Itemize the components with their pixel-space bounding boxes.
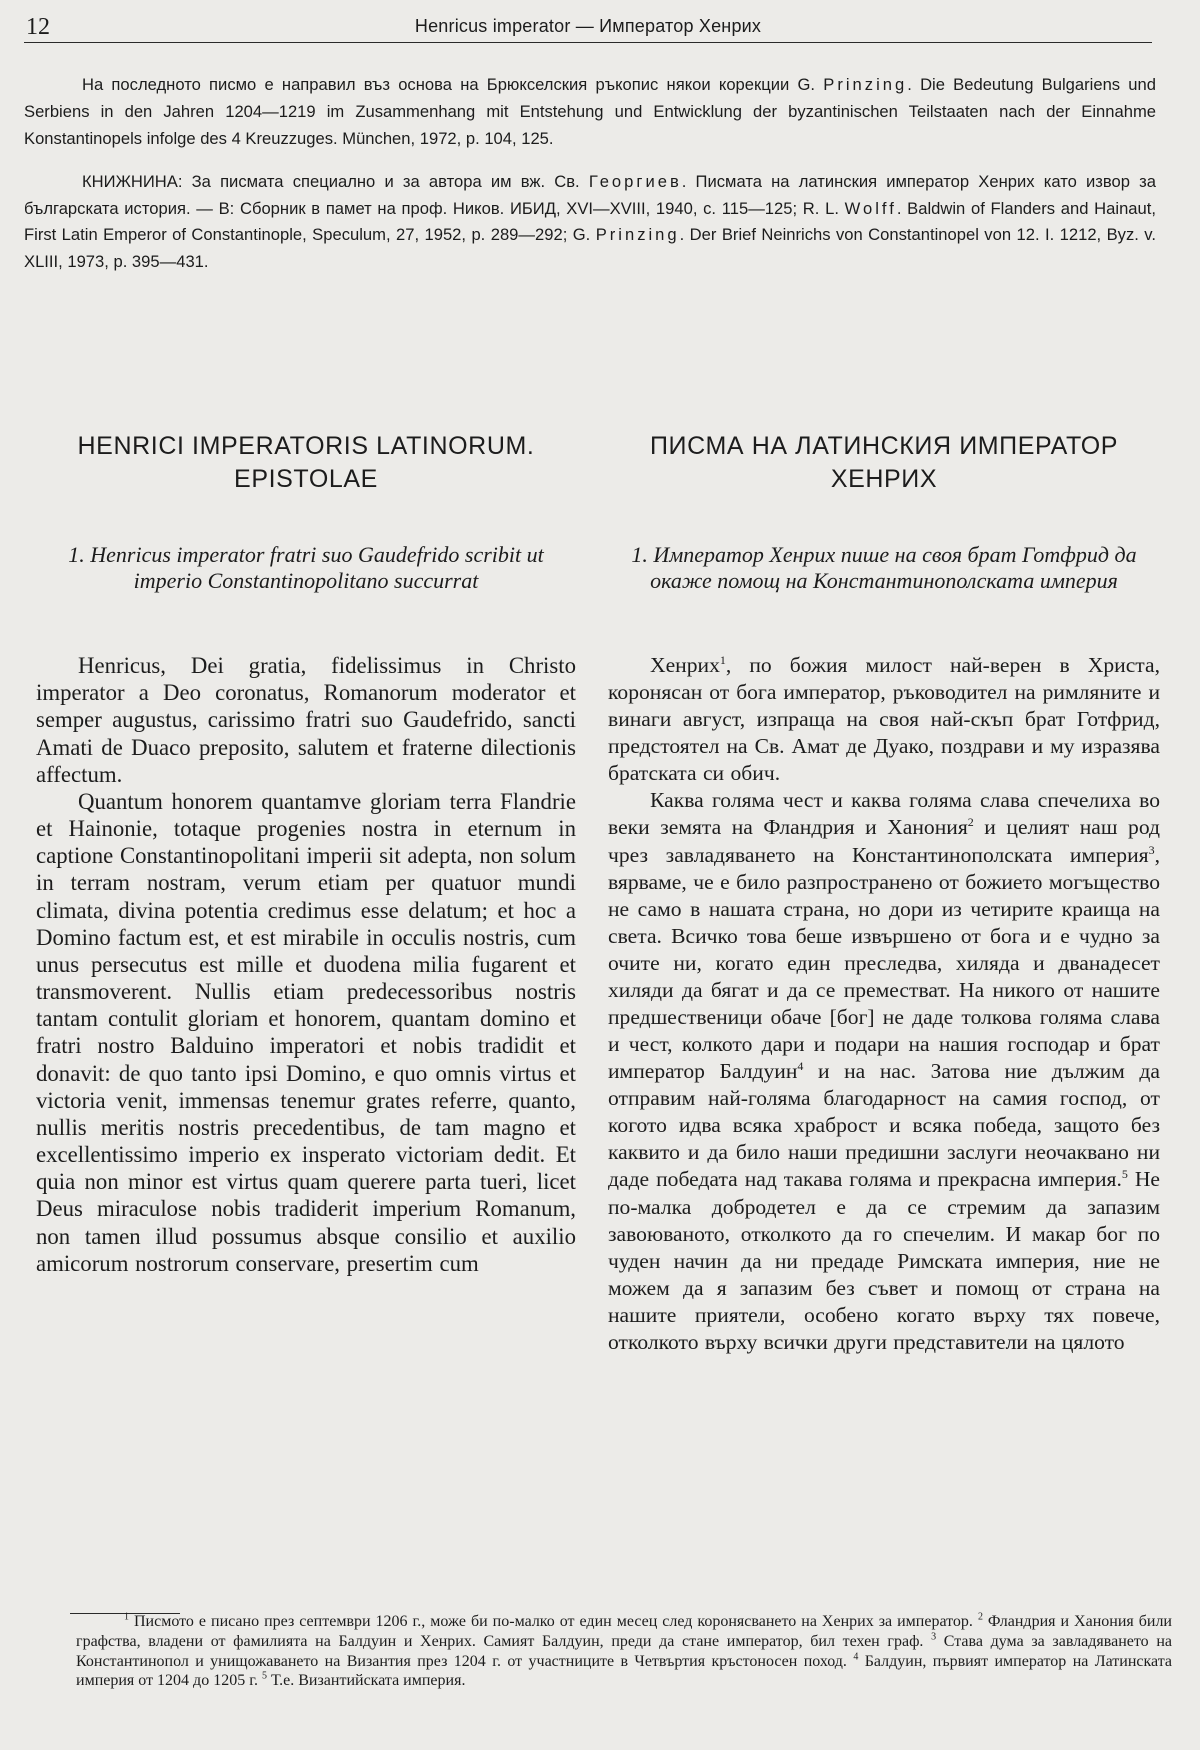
bulgarian-column [608, 430, 1160, 1356]
edition-note: На последното писмо е направил въз основа на Брюкселския ръкопис някои корекции G. Prinzing. Die Bedeutung Bulgariens und Serbiens in den Jahren 1204—1219 im Zusammenhang mit Entstehung und Entwicklung der byzantinischen Teilstaaten nach der Einnahme Konstantinopels infolge des 4 Kreuzzuges. München, 1972, p. 104, 125. [24, 75, 1156, 148]
paragraph: Хенрих$^1$, по божия милост най-верен в Христа, коронясан от бога император, ръководител на римляните и винаги август, изпраща на своя най-скъп брат Готфрид, предстоятел на Св. Амат де Дуако, поздрави и му изразява братската си обич. [608, 652, 1160, 786]
latin-letter-heading: 1. Henricus imperator fratri suo Gaudefrido scribit ut imperio Constantinopolitano succurrat [68, 542, 544, 594]
footnotes [76, 1612, 1172, 1691]
latin-body [36, 652, 576, 1277]
footnote-ref[interactable]: 4 [797, 1058, 804, 1073]
footnote-ref[interactable]: 5 [1121, 1167, 1128, 1182]
latin-title: HENRICI IMPERATORIS LATINORUM. EPISTOLAE [77, 432, 535, 494]
latin-column [36, 430, 576, 1277]
footnote-text: $^1$ Писмото е писано през септември 1206 г., може би по-малко от един месец след коронясването на Хенрих за император. $^2$ Фландрия и Ханония били графства, владени от фамилията на Балдуин и Хенрих. Самият Балдуин, преди да стане император, бил техен граф. $^3$ Става дума за завладяването на Константинопол и унищожаването на Византия през 1204 г. от участниците в Четвъртия кръстоносен поход. $^4$ Балдуин, първият император на Латинската империя от 1204 до 1205 г. $^5$ Т.е. Византийската империя. [76, 1611, 1173, 1690]
bulgarian-letter-heading: 1. Император Хенрих пише на своя брат Готфрид да окаже помощ на Константинополската империя [631, 542, 1137, 594]
author-name: Prinzing [595, 225, 680, 245]
literature-note: КНИЖНИНА: За писмата специално и за автора им вж. Св. Георгиев. Писмата на латинския император Хенрих като извор за българската история. — В: Сборник в памет на проф. Ников. ИБИД, XVI—XVIII, 1940, с. 115—125; R. L. Wolff. Baldwin of Flanders and Hainaut, First Latin Emperor of Constantinople, Speculum, 27, 1952, p. 289—292; G. Prinzing. Der Brief Neinrichs von Constantinopel von 12. I. 1212, Byz. v. XLIII, 1973, p. 395—431. [24, 171, 1156, 272]
bulgarian-title: ПИСМА НА ЛАТИНСКИЯ ИМПЕРАТОР ХЕНРИХ [649, 432, 1119, 494]
author-name: Wolff [844, 198, 897, 218]
paragraph: Henricus, Dei gratia, fidelissimus in Christo imperator a Deo coronatus, Romanorum moderator et semper augustus, carissimo fratri suo Gaudefrido, sancti Amati de Duaco preposito, salutem et fraterne dilectionis affectum. [36, 653, 576, 787]
running-title: Henricus imperator — Император Хенрих [414, 16, 762, 36]
author-name: Prinzing [823, 75, 908, 94]
paragraph: Quantum honorem quantamve gloriam terra Flandrie et Hainonie, totaque progenies nostra in eternum in captione Constantinopolitani imperii sit adepta, non solum in terram nostram, verum etiam per quatuor mundi climata, divina potentia credimus esse delatum; et hoc a Domino factum est, et est mirabile in occulis nostris, cum unus persecutus est mille et duodena milia fugarent et transmoverent. Nullis etiam predecessoribus nostris tantam contulit gloriam et honorem, quantam domino et fratri nostro Balduino imperatori et nobis tradidit et donavit: de quo tanto ipsi Domino, e quo omnis virtus et victoria venit, immensas tenemur grates referre, quanto, nullis meritis nostris precedentibus, de tam magno et excellentissimo imperio ex insperato victoriam dedit. Et quia non minor est virtus quam querere parta tueri, licet Deus miraculose nobis tradiderit imperium Romanum, non tamen illud possumus absque consilio et auxilio amicorum nostrorum conservare, presertim cum [36, 788, 576, 1276]
footnote-ref[interactable]: 1 [719, 652, 726, 667]
page-number: 12 [26, 14, 50, 40]
intro-notes [24, 72, 1156, 292]
footnote-ref[interactable]: 2 [967, 815, 974, 830]
bulgarian-body [608, 652, 1160, 1356]
running-header [24, 12, 1152, 43]
author-name: Георгиев [588, 171, 682, 191]
footnote-ref[interactable]: 3 [1148, 842, 1155, 857]
paragraph: Каква голяма чест и каква голяма слава спечелиха во веки земята на Фландрия и Ханония$^2$ и целият наш род чрез завладяването на Константинополската империя$^3$, вярваме, че е било разпространено от божието могъщество не само в нашата страна, но дори из четирите краища на света. Всичко това беше извършено от бога и е чудно за очите ни, когато един преследва, хиляда и дванадесет хиляди да бягат и да се преместват. На никого от нашите предшественици обаче [бог] не даде толкова голяма слава и чест, колкото дари и подари на нашия господар и брат император Балдуин$^4$ и на нас. Затова ние дължим да отправим най-голяма благодарност на самия господ, от когото идва всяка храброст и всяка победа, защото без каквито и да било наши предишни заслуги неочаквано ни даде победата над такава голяма и прекрасна империя.$^5$ Не по-малка добродетел е да се стремим да запазим завоюваното, отколкото да го спечелим. И макар бог по чуден начин да ни предаде Римската империя, ние не можем да я запазим без съвет и помощ от страна на нашите приятели, особено когато върху тях повече, отколкото върху всички други представители на цялото [608, 788, 1161, 1354]
